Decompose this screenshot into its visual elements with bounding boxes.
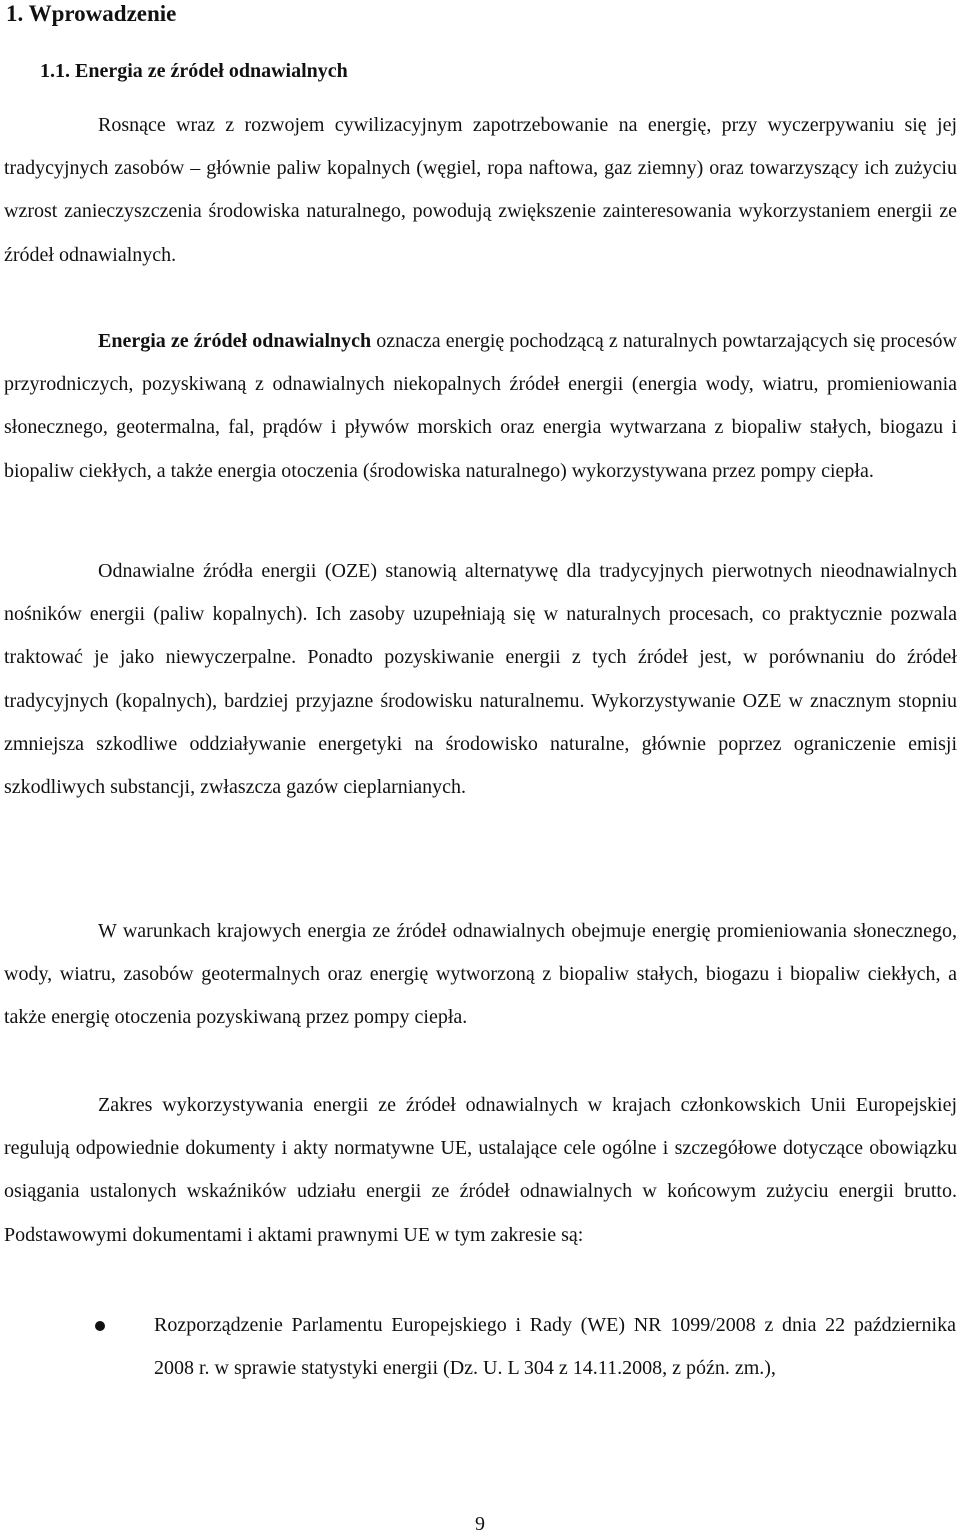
legal-acts-list xyxy=(0,1304,960,1390)
paragraph-intro: Rosnące wraz z rozwojem cywilizacyjnym zapotrzebowanie na energię, przy wyczerpywaniu się jej tradycyjnych zasobów – głównie paliw kopalnych (węgiel, ropa naftowa, gaz ziemny) oraz towarzyszący ich zużyciu wzrost zanieczyszczenia środowiska naturalnego, powodują zwiększenie zainteresowania wykorzystaniem energii ze źródeł odnawialnych. xyxy=(4,114,957,266)
list-item-text: Rozporządzenie Parlamentu Europejskiego i Rady (WE) NR 1099/2008 z dnia 22 października 2008 r. w sprawie statystyki energii (Dz. U. L 304 z 14.11.2008, z późn. zm.), xyxy=(154,1314,956,1380)
paragraph-oze: Odnawialne źródła energii (OZE) stanowią alternatywę dla tradycyjnych pierwotnych nieodnawialnych nośników energii (paliw kopalnych). Ich zasoby uzupełniają się w naturalnych procesach, co praktycznie pozwala traktować je jako niewyczerpalne. Ponadto pozyskiwanie energii z tych źródeł jest, w porównaniu do źródeł tradycyjnych (kopalnych), bardziej przyjazne środowisku naturalnemu. Wykorzystywanie OZE w znacznym stopniu zmniejsza szkodliwe oddziaływanie energetyki na środowisko naturalne, głównie poprzez ograniczenie emisji szkodliwych substancji, zwłaszcza gazów cieplarnianych. xyxy=(4,560,957,799)
chapter-heading: 1. Wprowadzenie xyxy=(6,1,177,26)
paragraph-definition xyxy=(4,320,957,493)
paragraph-national: W warunkach krajowych energia ze źródeł odnawialnych obejmuje energię promieniowania słonecznego, wody, wiatru, zasobów geotermalnych oraz energię wytworzoną z biopaliw stałych, biogazu i biopaliw ciekłych, a także energię otoczenia pozyskiwaną przez pompy ciepła. xyxy=(4,920,957,1029)
section-heading: 1.1. Energia ze źródeł odnawialnych xyxy=(40,60,348,82)
definition-text: oznacza energię pochodzącą z naturalnych powtarzających się procesów przyrodniczych, pozyskiwaną z odnawialnych niekopalnych źródeł energii (energia wody, wiatru, promieniowania słonecznego, geotermalna, fal, prądów i pływów morskich oraz energia wytwarzana z biopaliw stałych, biogazu i biopaliw ciekłych, a także energia otoczenia (środowiska naturalnego) wykorzystywana przez pompy ciepła. xyxy=(4,330,958,482)
definition-term: Energia ze źródeł odnawialnych xyxy=(98,330,372,352)
page-number: 9 xyxy=(475,1513,485,1535)
paragraph-eu-scope: Zakres wykorzystywania energii ze źródeł odnawialnych w krajach członkowskich Unii Europejskiej regulują odpowiednie dokumenty i akty normatywne UE, ustalające cele ogólne i szczegółowe dotyczące obowiązku osiągania ustalonych wskaźników udziału energii ze źródeł odnawialnych w końcowym zużyciu energii brutto. Podstawowymi dokumentami i aktami prawnymi UE w tym zakresie są: xyxy=(4,1094,957,1246)
list-item xyxy=(0,1304,956,1390)
bullet-icon xyxy=(95,1321,105,1331)
